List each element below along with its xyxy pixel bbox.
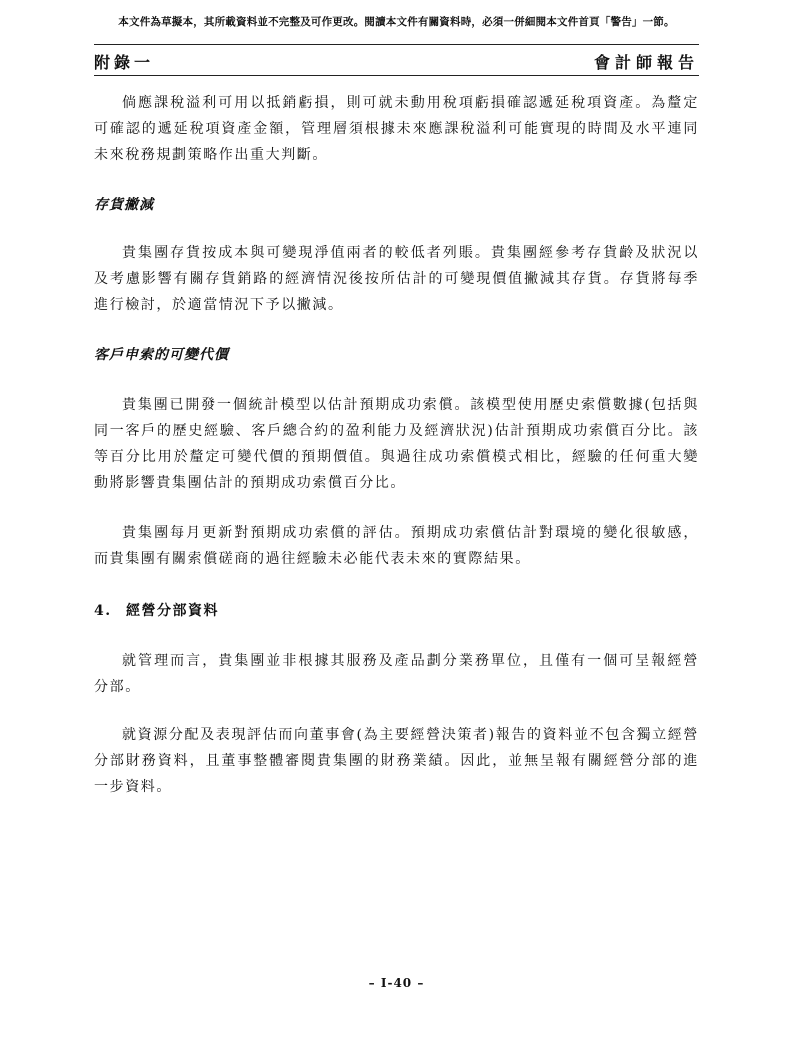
inventory-paragraph: 貴集團存貨按成本與可變現淨值兩者的較低者列賬。貴集團經參考存貨齡及狀況以及考慮影響有關存貨銷路的經濟情況後按所估計的可變現價值撇減其存貨。存貨將每季進行檢討，於適當情況下予以撇減。 bbox=[94, 245, 699, 313]
variable-consideration-paragraph-2: 貴集團每月更新對預期成功索償的評估。預期成功索償估計對環境的變化很敏感，而貴集團有關索償磋商的過往經驗未必能代表未來的實際結果。 bbox=[94, 525, 699, 567]
appendix-title: 附錄一 bbox=[94, 53, 155, 72]
inventory-heading: 存貨撇減 bbox=[94, 197, 154, 213]
segment-section-heading bbox=[94, 600, 219, 620]
report-title: 會計師報告 bbox=[593, 53, 699, 72]
section-title: 經營分部資料 bbox=[126, 603, 219, 619]
variable-consideration-paragraph-1: 貴集團已開發一個統計模型以估計預期成功索償。該模型使用歷史索償數據(包括與同一客戶的歷史經驗、客戶總合約的盈利能力及經濟狀況)估計預期成功索償百分比。該等百分比用於釐定可變代價的預期價值。與過往成功索償模式相比，經驗的任何重大變動將影響貴集團估計的預期成功索償百分比。 bbox=[94, 397, 699, 491]
page-number: – I-40 – bbox=[368, 976, 425, 990]
page-header bbox=[94, 44, 699, 76]
section-number: 4. bbox=[94, 603, 112, 619]
variable-consideration-heading: 客戶申索的可變代價 bbox=[94, 347, 229, 363]
draft-disclaimer: 本文件為草擬本，其所載資料並不完整及可作更改。閱讀本文件有關資料時，必須一併細閱本文件首頁「警告」一節。 bbox=[118, 16, 675, 28]
segment-paragraph-1: 就管理而言，貴集團並非根據其服務及產品劃分業務單位，且僅有一個可呈報經營分部。 bbox=[94, 653, 699, 695]
deferred-tax-paragraph: 倘應課稅溢利可用以抵銷虧損，則可就未動用稅項虧損確認遞延稅項資產。為釐定可確認的遞延稅項資產金額，管理層須根據未來應課稅溢利可能實現的時間及水平連同未來稅務規劃策略作出重大判斷。 bbox=[94, 95, 699, 163]
segment-paragraph-2: 就資源分配及表現評估而向董事會(為主要經營決策者)報告的資料並不包含獨立經營分部財務資料，且董事整體審閱貴集團的財務業績。因此，並無呈報有關經營分部的進一步資料。 bbox=[94, 727, 699, 795]
